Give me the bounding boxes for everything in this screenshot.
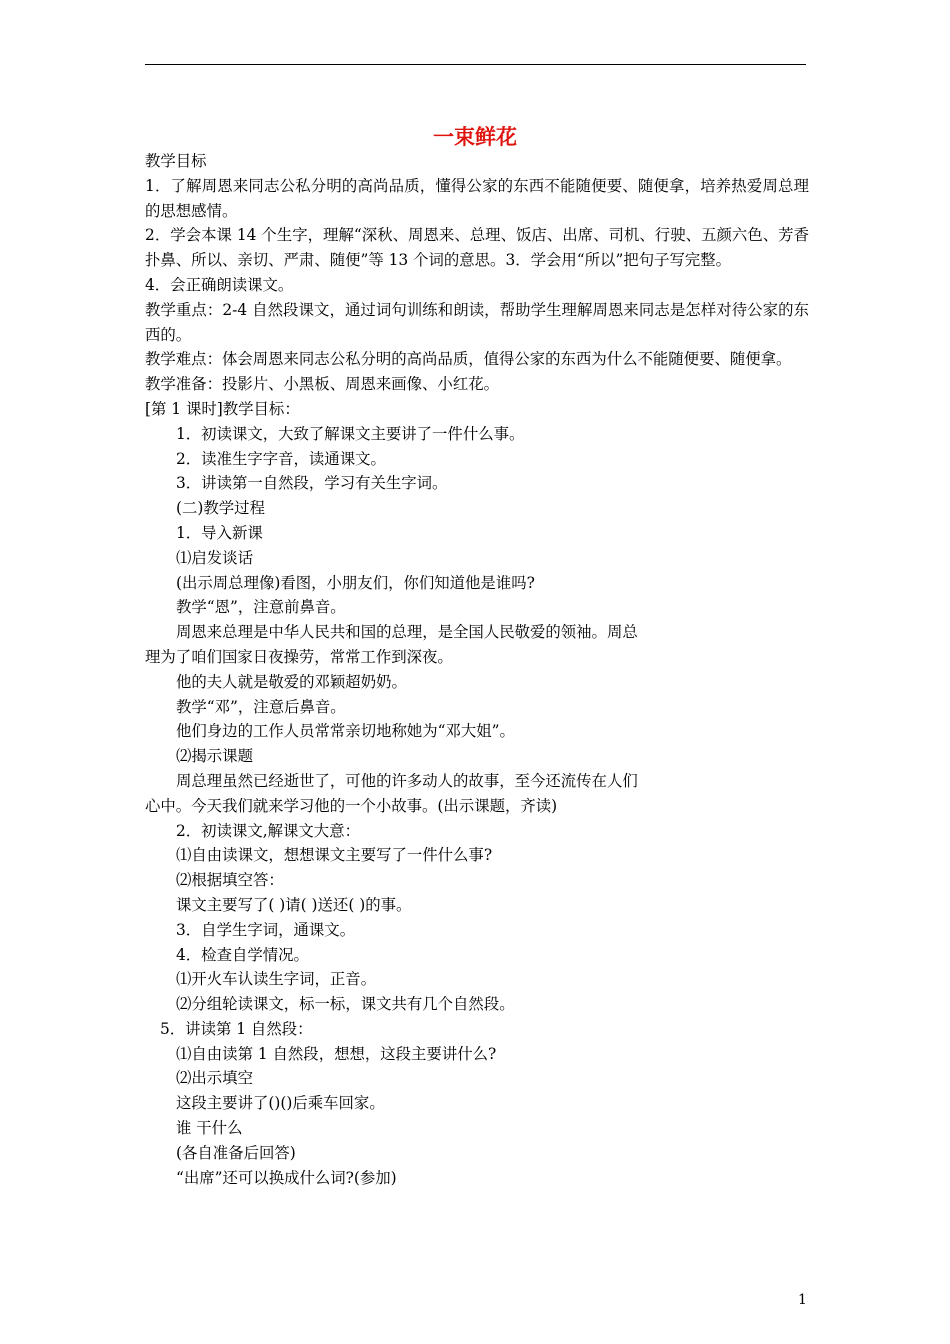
text-line: ⑵根据填空答： — [176, 871, 284, 890]
text-line: [第 1 课时]教学目标： — [145, 399, 300, 418]
text-line: 理为了咱们国家日夜操劳，常常工作到深夜。 — [145, 647, 453, 666]
text-line: (各自准备后回答) — [176, 1143, 296, 1162]
text-line: 5．讲读第 1 自然段： — [160, 1019, 313, 1038]
text-line: (出示周总理像)看图，小朋友们，你们知道他是谁吗? — [176, 573, 535, 592]
text-line: 教学“恩”，注意前鼻音。 — [176, 598, 346, 617]
text-line: 4．会正确朗读课文。 — [145, 275, 294, 294]
text-line: 2．读准生字字音，读通课文。 — [176, 449, 386, 468]
text-line: 周恩来总理是中华人民共和国的总理，是全国人民敬爱的领袖。周总 — [176, 623, 638, 642]
document-body — [145, 149, 809, 1190]
text-line: ⑴启发谈话 — [176, 548, 253, 567]
text-line: 1．导入新课 — [176, 523, 263, 542]
text-line: 教学准备：投影片、小黑板、周恩来画像、小红花。 — [145, 375, 499, 394]
text-line: 3．讲读第一自然段，学习有关生字词。 — [176, 474, 448, 493]
text-line: 4．检查自学情况。 — [176, 945, 309, 964]
text-line: 教学难点：体会周恩来同志公私分明的高尚品质，值得公家的东西为什么不能随便要、随便拿。 — [145, 350, 792, 369]
text-line: ⑴自由读课文，想想课文主要写了一件什么事? — [176, 846, 493, 865]
text-line: (二)教学过程 — [176, 499, 265, 518]
text-line: 课文主要写了( )请( )送还( )的事。 — [176, 895, 412, 914]
text-line: 1．了解周恩来同志公私分明的高尚品质，懂得公家的东西不能随便要、随便拿，培养热爱周总理的思想感情。 — [145, 176, 809, 220]
text-line: 教学“邓”，注意后鼻音。 — [176, 697, 346, 716]
text-line: 谁 干什么 — [176, 1119, 243, 1138]
text-line: 周总理虽然已经逝世了，可他的许多动人的故事，至今还流传在人们 — [176, 771, 638, 790]
text-line: 他的夫人就是敬爱的邓颖超奶奶。 — [176, 672, 407, 691]
text-line: ⑴开火车认读生字词，正音。 — [176, 970, 377, 989]
text-line: ⑵分组轮读课文，标一标，课文共有几个自然段。 — [176, 995, 515, 1014]
text-line: 教学目标 — [145, 152, 207, 170]
text-line: 心中。今天我们就来学习他的一个小故事。(出示课题，齐读) — [145, 796, 558, 815]
header-rule — [145, 64, 806, 65]
text-line: 这段主要讲了()()后乘车回家。 — [176, 1094, 385, 1113]
text-line: 1．初读课文，大致了解课文主要讲了一件什么事。 — [176, 424, 525, 443]
text-line: ⑵揭示课题 — [176, 747, 253, 766]
text-line: ⑵出示填空 — [176, 1069, 253, 1088]
text-line: “出席”还可以换成什么词?(参加) — [176, 1168, 397, 1187]
page-number: 1 — [798, 1292, 807, 1308]
text-line: 2．初读课文,解课文大意： — [176, 821, 360, 840]
page-title: 一束鲜花 — [433, 125, 517, 149]
text-line: 教学重点：2-4 自然段课文，通过词句训练和朗读，帮助学生理解周恩来同志是怎样对待公家的东西的。 — [145, 300, 809, 344]
text-line: 3．自学生字词，通课文。 — [176, 920, 356, 939]
text-line: ⑴自由读第 1 自然段，想想，这段主要讲什么? — [176, 1044, 497, 1063]
text-line: 他们身边的工作人员常常亲切地称她为“邓大姐”。 — [176, 722, 515, 741]
text-line: 2．学会本课 14 个生字，理解“深秋、周恩来、总理、饭店、出席、司机、行驶、五颜六色、芳香扑鼻、所以、亲切、严肃、随便”等 13 个词的意思。3．学会用“所以”把句子写完整。 — [145, 226, 809, 270]
